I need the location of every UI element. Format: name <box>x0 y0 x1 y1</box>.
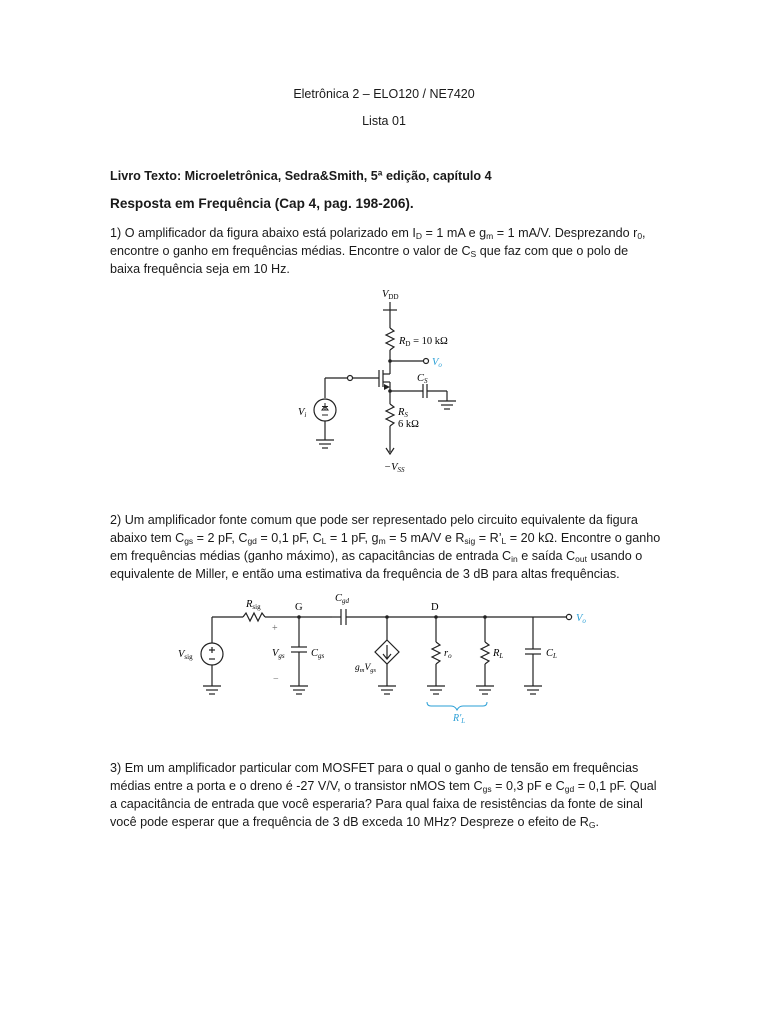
question-1: 1) O amplificador da figura abaixo está polarizado em $I_D = 1$ mA e $g_m = 1$ mA/V. Desprezando $r_0$, encontre o ganho em frequências médias. Encontre o valor de $C_S$ que faz com que o polo de baixa frequência seja em 10 Hz. <box>110 226 646 276</box>
svg-text:RL: RL <box>493 648 504 660</box>
course-title: Eletrônica 2 – ELO120 / NE7420 <box>293 87 475 101</box>
svg-text:Cgd: Cgd <box>335 593 350 605</box>
question-2: 2) Um amplificador fonte comum que pode ser representado pelo circuito equivalente da figura abaixo tem $C_{gs} = 2$ pF, $C_{gd} = 0,1$ pF, $C_L = 1$ pF, $g_m = 5$ mA/V e $R_{sig}$ = $R’_L = 20$ kΩ. Encontre o ganho em frequências médias (ganho máximo), as capacitâncias de entrada $C_{in}$ e saída $C_{out}$ usando o equivalente de Miller, e então uma estimativa da frequência de 3 dB para altas frequências. <box>110 513 661 581</box>
svg-text:Vgs: Vgs <box>272 648 285 660</box>
figure-2-equivalent-circuit <box>175 590 595 725</box>
svg-text:D: D <box>431 602 439 613</box>
svg-text:RS: RS <box>398 407 408 419</box>
svg-text:RD = 10 kΩ: RD = 10 kΩ <box>399 336 448 348</box>
svg-text:Cgs: Cgs <box>311 648 325 660</box>
svg-text:ro: ro <box>444 648 452 660</box>
svg-text:Vo: Vo <box>576 613 586 625</box>
svg-text:G: G <box>295 602 303 613</box>
svg-text:6 kΩ: 6 kΩ <box>398 419 419 430</box>
svg-text:R′L: $R'_L$ <box>453 713 466 725</box>
svg-text:Vsig: Vsig <box>178 649 193 661</box>
svg-text:CL: CL <box>546 648 557 660</box>
figure-1-common-source-circuit <box>295 284 480 479</box>
list-title: Lista 01 <box>362 114 406 128</box>
svg-text:−VSS: −VSS <box>384 462 405 474</box>
svg-text:+: + <box>272 623 278 634</box>
question-3: 3) Em um amplificador particular com MOSFET para o qual o ganho de tensão em frequências médias entre a porta e o dreno é -27 V/V, o transistor nMOS tem $C_{gs} = 0,3$ pF e $C_{gd} = 0,1$ pF. Qual a capacitância de entrada que você esperaria? Para qual faixa de resistências da fonte de sinal você pode esperar que a frequência de 3 dB exceda 10 MHz? Despreze o efeito de $R_G$. <box>110 761 657 830</box>
svg-text:VDD: VDD <box>382 289 399 301</box>
svg-text:Vi: Vi <box>298 407 307 419</box>
svg-text:CS: CS <box>417 373 428 385</box>
textbook-heading: Livro Texto: Microeletrônica, Sedra&Smith, 5ª edição, capítulo 4 <box>110 169 492 183</box>
svg-text:−: − <box>273 674 279 685</box>
svg-text:Rsig: Rsig <box>246 599 261 611</box>
svg-text:Vo: Vo <box>432 357 442 369</box>
svg-text:gmVgs: $g_mV_{gs}$ <box>355 663 377 674</box>
section-heading: Resposta em Frequência (Cap 4, pag. 198-206). <box>110 196 414 211</box>
